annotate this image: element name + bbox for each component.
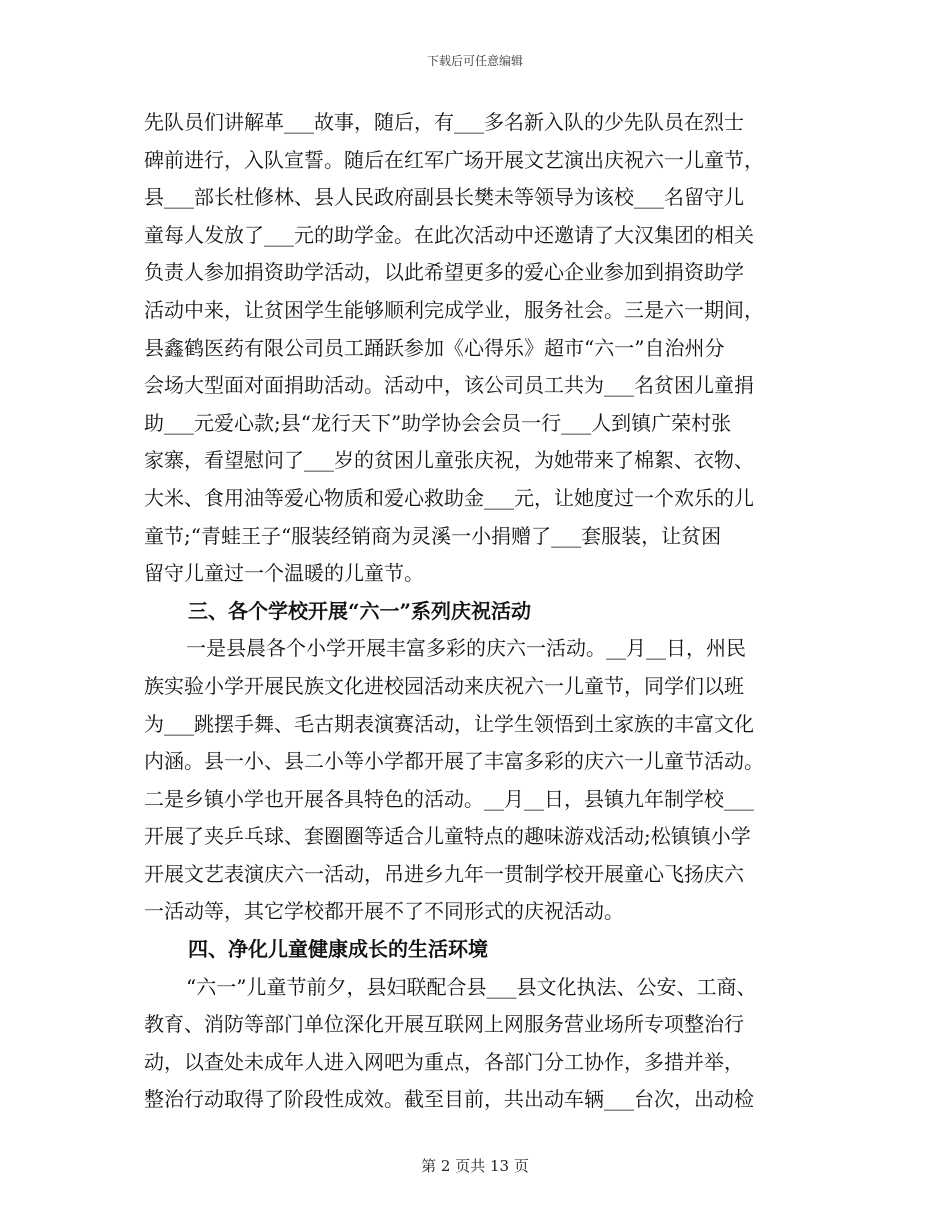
section-heading-4: 四、净化儿童健康成长的生活环境	[188, 937, 488, 962]
body-line: 活动中来，让贫困学生能够顺利完成学业，服务社会。三是六一期间，	[144, 297, 764, 322]
section-heading-3: 三、各个学校开展“六一”系列庆祝活动	[188, 598, 532, 623]
body-line: 一活动等，其它学校都开展不了不同形式的庆祝活动。	[144, 899, 624, 924]
body-line: 为___跳摆手舞、毛古期表演赛活动，让学生领悟到土家族的丰富文化	[144, 711, 754, 736]
body-line: 开展了夹乒乓球、套圈圈等适合儿童特点的趣味游戏活动;松镇镇小学	[144, 824, 751, 849]
body-line: 动，以查处未成年人进入网吧为重点，各部门分工协作，多措并举，	[144, 1049, 744, 1074]
body-line: 留守儿童过一个温暖的儿童节。	[144, 561, 424, 586]
body-line: 族实验小学开展民族文化进校园活动来庆祝六一儿童节，同学们以班	[144, 673, 744, 698]
page-footer: 第 2 页共 13 页	[421, 1157, 529, 1175]
document-body	[144, 104, 809, 1119]
body-line: 整治行动取得了阶段性成效。截至目前，共出动车辆___台次，出动检	[144, 1087, 754, 1112]
body-line: 教育、消防等部门单位深化开展互联网上网服务营业场所专项整治行	[144, 1012, 744, 1037]
paragraph-first-line: 一是县晨各个小学开展丰富多彩的庆六一活动。__月__日，州民	[186, 636, 746, 661]
page-header: 下载后可任意编辑	[426, 54, 523, 68]
body-line: 童节;“青蛙王子“服装经销商为灵溪一小捐赠了___套服装，让贫困	[144, 523, 722, 548]
body-line: 二是乡镇小学也开展各具特色的活动。__月__日，县镇九年制学校___	[144, 786, 754, 811]
body-line: 县鑫鹤医药有限公司员工踊跃参加《心得乐》超市“六一”自治州分	[144, 335, 725, 360]
body-line: 家寨，看望慰问了___岁的贫困儿童张庆祝，为她带来了棉絮、衣物、	[144, 448, 754, 473]
paragraph-first-line: “六一”儿童节前夕，县妇联配合县___县文化执法、公安、工商、	[186, 974, 757, 999]
body-line: 负责人参加捐资助学活动，以此希望更多的爱心企业参加到捐资助学	[144, 260, 744, 285]
body-line: 童每人发放了___元的助学金。在此次活动中还邀请了大汉集团的相关	[144, 222, 754, 247]
body-line: 大米、食用油等爱心物质和爱心救助金___元，让她度过一个欢乐的儿	[144, 485, 754, 510]
body-line: 先队员们讲解革___故事，随后，有___多名新入队的少先队员在烈士	[144, 110, 744, 134]
body-line: 县___部长杜修林、县人民政府副县长樊未等领导为该校___名留守儿	[144, 185, 744, 210]
body-line: 会场大型面对面捐助活动。活动中，该公司员工共为___名贫困儿童捐	[144, 373, 754, 398]
body-line: 内涵。县一小、县二小等小学都开展了丰富多彩的庆六一儿童节活动。	[144, 749, 764, 774]
body-line: 开展文艺表演庆六一活动，吊进乡九年一贯制学校开展童心飞扬庆六	[144, 861, 744, 886]
body-line: 助___元爱心款;县“龙行天下”助学协会会员一行___人到镇广荣村张	[144, 410, 732, 435]
body-line: 碑前进行，入队宣誓。随后在红军广场开展文艺演出庆祝六一儿童节，	[144, 147, 764, 172]
